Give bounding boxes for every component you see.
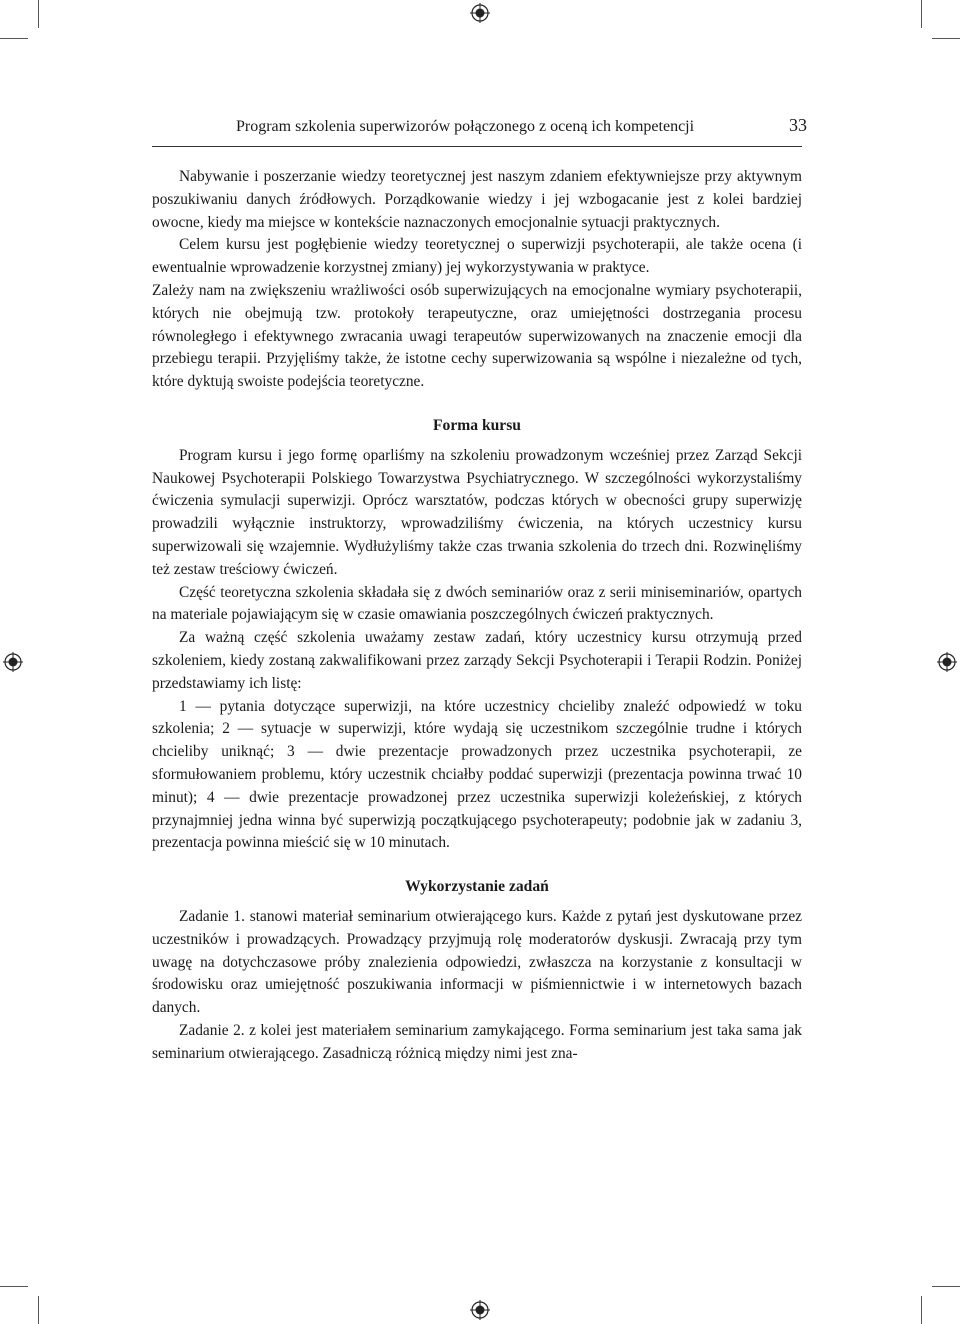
header-rule <box>152 146 802 147</box>
section2-paragraph-1: Zadanie 1. stanowi materiał seminarium otwierającego kurs. Każde z pytań jest dyskutowane przez uczestników i prowadzących. Prowadzący przyjmują rolę moderatorów dyskusji. Zwracają przy tym uwagę na dotychczasowe próby znalezienia odpowiedzi, zwłaszcza na korzystanie z konsultacji w środowisku oraz umiejętność poszukiwania informacji w piśmiennictwie i w internetowych bazach danych. <box>152 907 802 1017</box>
crop-mark-bottom-right-h <box>932 1286 960 1287</box>
page-header <box>152 113 807 143</box>
crop-mark-bottom-right <box>921 1296 922 1324</box>
section2-paragraph-2: Zadanie 2. z kolei jest materiałem seminarium zamykającego. Forma seminarium jest taka sama jak seminarium otwierającego. Zasadniczą różnicą między nimi jest zna- <box>152 1021 802 1062</box>
section1-paragraph-1: Program kursu i jego formę oparliśmy na szkoleniu prowadzonym wcześniej przez Zarząd Sekcji Naukowej Psychoterapii Polskiego Towarzystwa Psychiatrycznego. W szczególności wykorzystaliśmy ćwiczenia symulacji superwizji. Oprócz warsztatów, podczas których w obecności grupy superwizję prowadzili wyłącznie instruktorzy, wprowadziliśmy ćwiczenia, na których uczestnicy kursu superwizowali się wzajemnie. Wydłużyliśmy także czas trwania szkolenia do trzech dni. Rozwinęliśmy też zestaw treściowy ćwiczeń. <box>152 446 802 578</box>
section1-paragraph-3: Za ważną część szkolenia uważamy zestaw zadań, który uczestnicy kursu otrzymują przed szkoleniem, kiedy zostaną zakwalifikowani przez zarządy Sekcji Psychoterapii i Terapii Rodzin. Poniżej przedstawiamy ich listę: <box>152 629 802 692</box>
registration-mark-bottom-icon <box>470 1300 490 1320</box>
crop-mark-top-right-h <box>932 38 960 39</box>
page-number: 33 <box>789 115 807 135</box>
registration-mark-left-icon <box>3 652 23 672</box>
section-heading-wykorzystanie-zadan: Wykorzystanie zadań <box>405 878 549 896</box>
crop-mark-top-left <box>38 0 39 28</box>
crop-mark-top-left-h <box>0 38 28 39</box>
intro-paragraph-1: Nabywanie i poszerzanie wiedzy teoretycznej jest naszym zdaniem efektywniejsze przy aktywnym poszukiwaniu danych źródłowych. Porządkowanie wiedzy i jej wzbogacanie jest z kolei bardziej owocne, kiedy ma miejsce w kontekście naznaczonych emocjonalnie sytuacji praktycznych. <box>152 168 802 231</box>
crop-mark-top-right <box>921 0 922 28</box>
registration-mark-top-icon <box>470 3 490 23</box>
crop-mark-bottom-left-h <box>0 1286 28 1287</box>
section-heading-forma-kursu: Forma kursu <box>433 416 521 434</box>
intro-paragraph-2: Celem kursu jest pogłębienie wiedzy teoretycznej o superwizji psychoterapii, ale także ocena (i ewentualnie wprowadzenie korzystnej zmiany) jej wykorzystywania w praktyce. <box>152 236 802 277</box>
section1-paragraph-4: 1 — pytania dotyczące superwizji, na które uczestnicy chcieliby znaleźć odpowiedź w toku szkolenia; 2 — sytuacje w superwizji, które wydają się uczestnikom szczególnie trudne i których chcieliby uniknąć; 3 — dwie prezentacje prowadzonych przez uczestnika psychoterapii, ze sformułowaniem problemu, który uczestnik chciałby poddać superwizji (prezentacja powinna trwać 10 minut); 4 — dwie prezentacje prowadzonej przez uczestnika superwizji koleżeńskiej, z których przynajmniej jedna winna być superwizją początkującego psychoterapeuty; podobnie jak w zadaniu 3, prezentacja powinna mieścić się w 10 minutach. <box>152 697 802 852</box>
crop-mark-bottom-left <box>38 1296 39 1324</box>
section1-paragraph-2: Część teoretyczna szkolenia składała się z dwóch seminariów oraz z serii miniseminariów, opartych na materiale pojawiającym się w czasie omawiania poszczególnych ćwiczeń praktycznych. <box>152 583 802 624</box>
registration-mark-right-icon <box>937 652 957 672</box>
running-title: Program szkolenia superwizorów połączonego z oceną ich kompetencji <box>236 118 695 135</box>
intro-paragraph-3: Zależy nam na zwiększeniu wrażliwości osób superwizujących na emocjonalne wymiary psychoterapii, których nie obejmują tzw. protokoły terapeutyczne, oraz umiejętności dostrzegania procesu równoległego i efektywnego zwracania uwagi terapeutów superwizowanych na znaczenie emocji dla przebiegu terapii. Przyjęliśmy także, że istotne cechy superwizowania są wspólne i niezależne od tych, które dyktują swoiste podejścia teoretyczne. <box>152 281 802 391</box>
page-body <box>152 166 802 1065</box>
